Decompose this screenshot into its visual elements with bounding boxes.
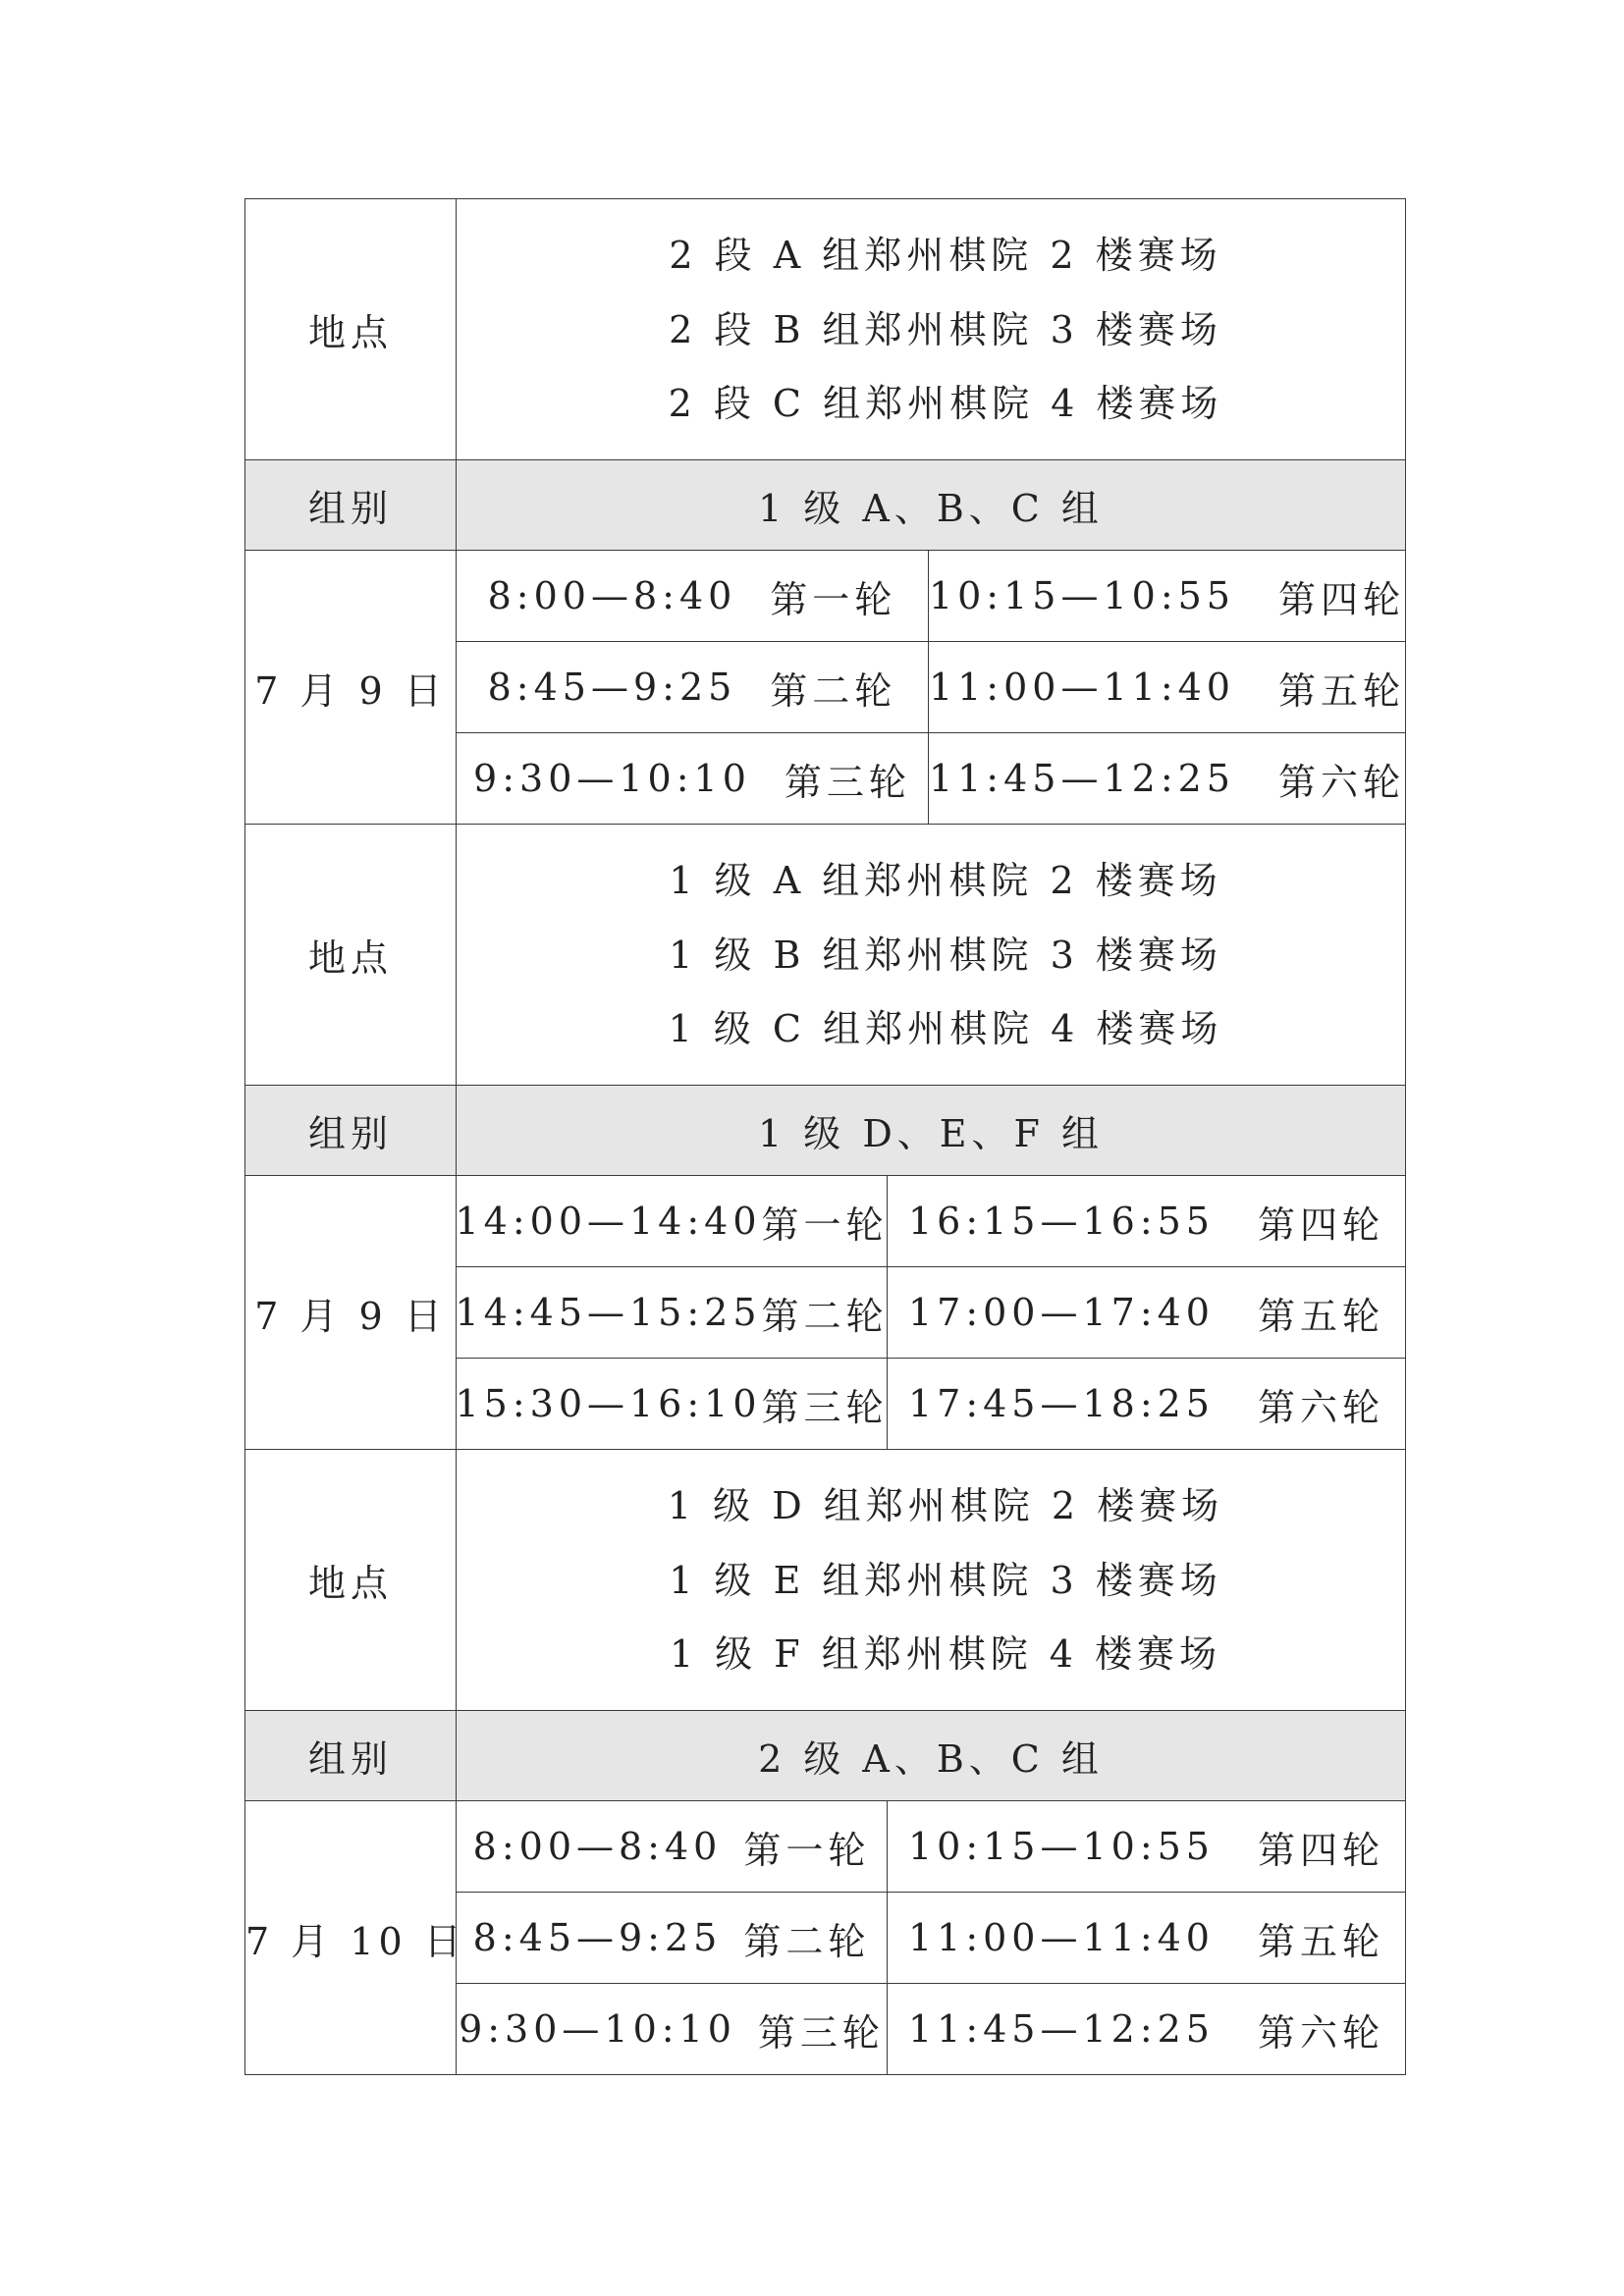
group-row xyxy=(245,460,1406,551)
round-label: 第四轮 xyxy=(1277,577,1405,621)
venue-cell xyxy=(457,1450,1406,1711)
venue-line: 1 级 B 组郑州棋院 3 楼赛场 xyxy=(669,933,1222,977)
right-slot xyxy=(929,642,1405,732)
schedule-line xyxy=(457,733,1405,824)
schedule-table xyxy=(244,198,1406,2075)
round-label: 第四轮 xyxy=(1258,1202,1385,1247)
round-label: 第二轮 xyxy=(743,1919,871,1963)
venue-label: 地点 xyxy=(245,199,457,460)
round-label: 第六轮 xyxy=(1258,1385,1385,1429)
schedule-line xyxy=(457,642,1405,733)
round-label: 第一轮 xyxy=(770,577,897,621)
schedule-row xyxy=(245,1176,1406,1450)
time-range: 14:45—15:25 xyxy=(455,1291,762,1334)
time-range: 11:00—11:40 xyxy=(928,666,1235,709)
time-range: 16:15—16:55 xyxy=(907,1200,1215,1243)
group-row xyxy=(245,1711,1406,1801)
left-slot xyxy=(457,1801,888,1892)
round-label: 第一轮 xyxy=(743,1828,871,1872)
round-label: 第五轮 xyxy=(1258,1919,1385,1963)
venue-line: 1 级 D 组郑州棋院 2 楼赛场 xyxy=(667,1484,1224,1527)
venue-line: 1 级 E 组郑州棋院 3 楼赛场 xyxy=(669,1558,1222,1602)
left-slot xyxy=(457,1359,888,1449)
venue-row xyxy=(245,1450,1406,1711)
round-label: 第六轮 xyxy=(1258,2010,1385,2055)
schedule-row xyxy=(245,1801,1406,2075)
time-range: 11:45—12:25 xyxy=(928,757,1235,800)
venue-line: 2 段 B 组郑州棋院 3 楼赛场 xyxy=(669,307,1222,351)
time-range: 17:45—18:25 xyxy=(907,1382,1215,1425)
time-range: 8:00—8:40 xyxy=(487,574,737,617)
time-range: 11:00—11:40 xyxy=(907,1916,1215,1959)
date-label: 7 月 9 日 xyxy=(245,1176,457,1450)
left-slot xyxy=(457,551,929,641)
schedule-line xyxy=(457,1267,1405,1359)
time-range: 10:15—10:55 xyxy=(928,574,1235,617)
right-slot xyxy=(888,1176,1405,1266)
right-slot xyxy=(929,551,1405,641)
round-label: 第三轮 xyxy=(761,1385,889,1429)
round-label: 第一轮 xyxy=(761,1202,889,1247)
right-slot xyxy=(888,1359,1405,1449)
group-label: 组别 xyxy=(245,1086,457,1176)
venue-label: 地点 xyxy=(245,825,457,1086)
round-label: 第三轮 xyxy=(784,760,911,804)
right-slot xyxy=(888,1267,1405,1358)
group-label: 组别 xyxy=(245,460,457,551)
schedule-line xyxy=(457,1359,1405,1449)
time-range: 9:30—10:10 xyxy=(473,757,751,800)
venue-line: 1 级 F 组郑州棋院 4 楼赛场 xyxy=(669,1632,1222,1676)
time-range: 15:30—16:10 xyxy=(455,1382,762,1425)
schedule-row xyxy=(245,551,1406,825)
schedule-cell xyxy=(457,1176,1406,1450)
time-range: 8:45—9:25 xyxy=(472,1916,723,1959)
round-label: 第六轮 xyxy=(1277,760,1405,804)
round-label: 第三轮 xyxy=(757,2010,885,2055)
date-label: 7 月 10 日 xyxy=(245,1801,457,2075)
schedule-line xyxy=(457,1801,1405,1893)
schedule-cell xyxy=(457,1801,1406,2075)
group-value: 2 级 A、B、C 组 xyxy=(457,1711,1406,1801)
right-slot xyxy=(888,1893,1405,1983)
left-slot xyxy=(457,642,929,732)
round-label: 第五轮 xyxy=(1277,668,1405,713)
time-range: 8:45—9:25 xyxy=(487,666,737,709)
date-label: 7 月 9 日 xyxy=(245,551,457,825)
round-label: 第二轮 xyxy=(761,1294,889,1338)
round-label: 第五轮 xyxy=(1258,1294,1385,1338)
round-label: 第四轮 xyxy=(1258,1828,1385,1872)
venue-line: 1 级 C 组郑州棋院 4 楼赛场 xyxy=(668,1007,1223,1050)
time-range: 9:30—10:10 xyxy=(459,2007,736,2051)
left-slot xyxy=(457,1267,888,1358)
time-range: 17:00—17:40 xyxy=(907,1291,1215,1334)
venue-label: 地点 xyxy=(245,1450,457,1711)
venue-cell xyxy=(457,825,1406,1086)
schedule-line xyxy=(457,1984,1405,2074)
time-range: 8:00—8:40 xyxy=(472,1825,723,1868)
round-label: 第二轮 xyxy=(770,668,897,713)
time-range: 14:00—14:40 xyxy=(455,1200,762,1243)
group-row xyxy=(245,1086,1406,1176)
left-slot xyxy=(457,1893,888,1983)
venue-row xyxy=(245,825,1406,1086)
right-slot xyxy=(888,1801,1405,1892)
venue-row xyxy=(245,199,1406,460)
time-range: 11:45—12:25 xyxy=(907,2007,1215,2051)
schedule-line xyxy=(457,1176,1405,1267)
right-slot xyxy=(929,733,1405,824)
venue-cell xyxy=(457,199,1406,460)
group-label: 组别 xyxy=(245,1711,457,1801)
venue-line: 2 段 A 组郑州棋院 2 楼赛场 xyxy=(669,234,1222,277)
schedule-cell xyxy=(457,551,1406,825)
left-slot xyxy=(457,1984,888,2074)
schedule-line xyxy=(457,1893,1405,1984)
group-value: 1 级 A、B、C 组 xyxy=(457,460,1406,551)
left-slot xyxy=(457,1176,888,1266)
group-value: 1 级 D、E、F 组 xyxy=(457,1086,1406,1176)
left-slot xyxy=(457,733,929,824)
schedule-line xyxy=(457,551,1405,642)
right-slot xyxy=(888,1984,1405,2074)
venue-line: 1 级 A 组郑州棋院 2 楼赛场 xyxy=(669,859,1222,902)
time-range: 10:15—10:55 xyxy=(907,1825,1215,1868)
venue-line: 2 段 C 组郑州棋院 4 楼赛场 xyxy=(668,382,1223,425)
